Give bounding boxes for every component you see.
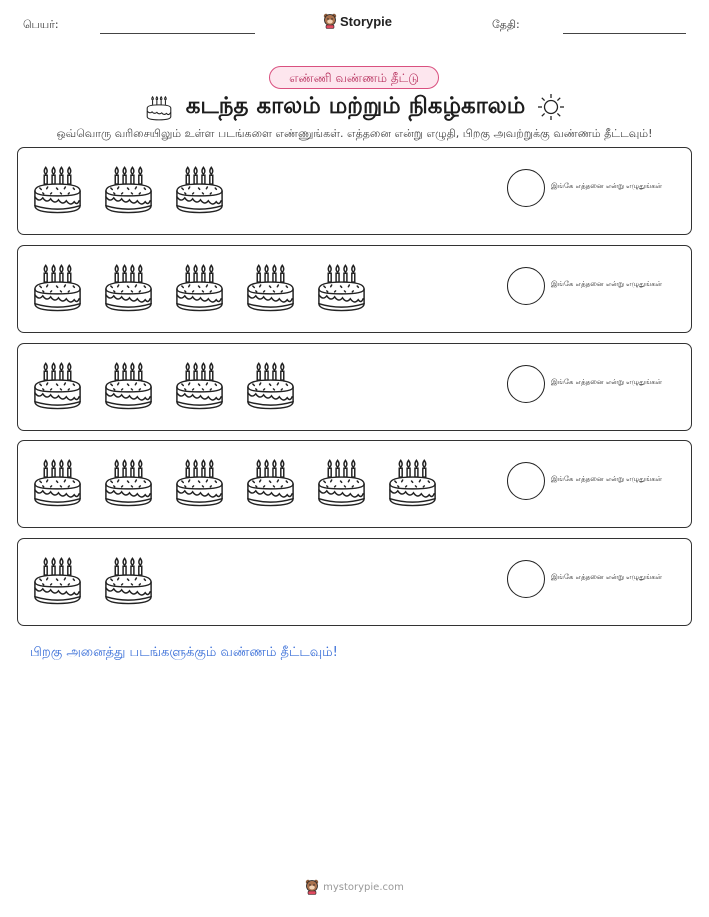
birthday-cake-icon [30,356,85,412]
date-label: தேதி: [492,18,520,31]
birthday-cake-icon [144,92,174,122]
page-title: கடந்த காலம் மற்றும் நிகழ்காலம் [185,92,526,119]
answer-circle[interactable] [507,169,545,207]
instructions: ஒவ்வொரு வரிசையிலும் உள்ள படங்களை எண்ணுங்கள். எத்தனை என்று எழுதி, பிறகு அவற்றுக்கு வண்ணம் தீட்டவும்! [56,127,653,140]
name-line[interactable] [100,33,255,34]
cake-group [30,356,298,412]
birthday-cake-icon [101,453,156,509]
birthday-cake-icon [101,258,156,314]
title-row [0,89,709,125]
birthday-cake-icon [172,160,227,216]
birthday-cake-icon [101,551,156,607]
brand-name: Storypie [340,13,393,29]
bear-mascot-icon [323,13,337,29]
birthday-cake-icon [243,453,298,509]
birthday-cake-icon [172,453,227,509]
activity-badge: எண்ணி வண்ணம் தீட்டு [269,66,439,89]
birthday-cake-icon [243,258,298,314]
storypie-logo [323,13,392,29]
birthday-cake-icon [243,356,298,412]
date-line[interactable] [563,33,686,34]
answer-hint: இங்கே எத்தனை என்று எழுதுங்கள் [551,573,663,581]
counting-row-5 [17,538,692,626]
birthday-cake-icon [30,258,85,314]
footer-logo [0,879,709,895]
counting-row-1 [17,147,692,235]
counting-row-3 [17,343,692,431]
answer-hint: இங்கே எத்தனை என்று எழுதுங்கள் [551,280,663,288]
footer-url: mystorypie.com [323,881,404,893]
answer-hint: இங்கே எத்தனை என்று எழுதுங்கள் [551,378,663,386]
birthday-cake-icon [101,356,156,412]
answer-circle[interactable] [507,267,545,305]
answer-circle[interactable] [507,462,545,500]
birthday-cake-icon [172,258,227,314]
birthday-cake-icon [30,453,85,509]
sun-icon [537,93,565,121]
birthday-cake-icon [30,160,85,216]
cake-group [30,258,369,314]
birthday-cake-icon [101,160,156,216]
birthday-cake-icon [314,453,369,509]
birthday-cake-icon [30,551,85,607]
name-label: பெயர்: [23,18,59,31]
cake-group [30,160,227,216]
answer-circle[interactable] [507,560,545,598]
answer-circle[interactable] [507,365,545,403]
answer-hint: இங்கே எத்தனை என்று எழுதுங்கள் [551,182,663,190]
answer-hint: இங்கே எத்தனை என்று எழுதுங்கள் [551,475,663,483]
counting-row-4 [17,440,692,528]
cake-group [30,551,156,607]
cake-group [30,453,440,509]
counting-row-2 [17,245,692,333]
footer-instruction: பிறகு அனைத்து படங்களுக்கும் வண்ணம் தீட்டவும்! [30,645,338,660]
birthday-cake-icon [172,356,227,412]
bear-mascot-icon [305,879,319,895]
birthday-cake-icon [385,453,440,509]
birthday-cake-icon [314,258,369,314]
